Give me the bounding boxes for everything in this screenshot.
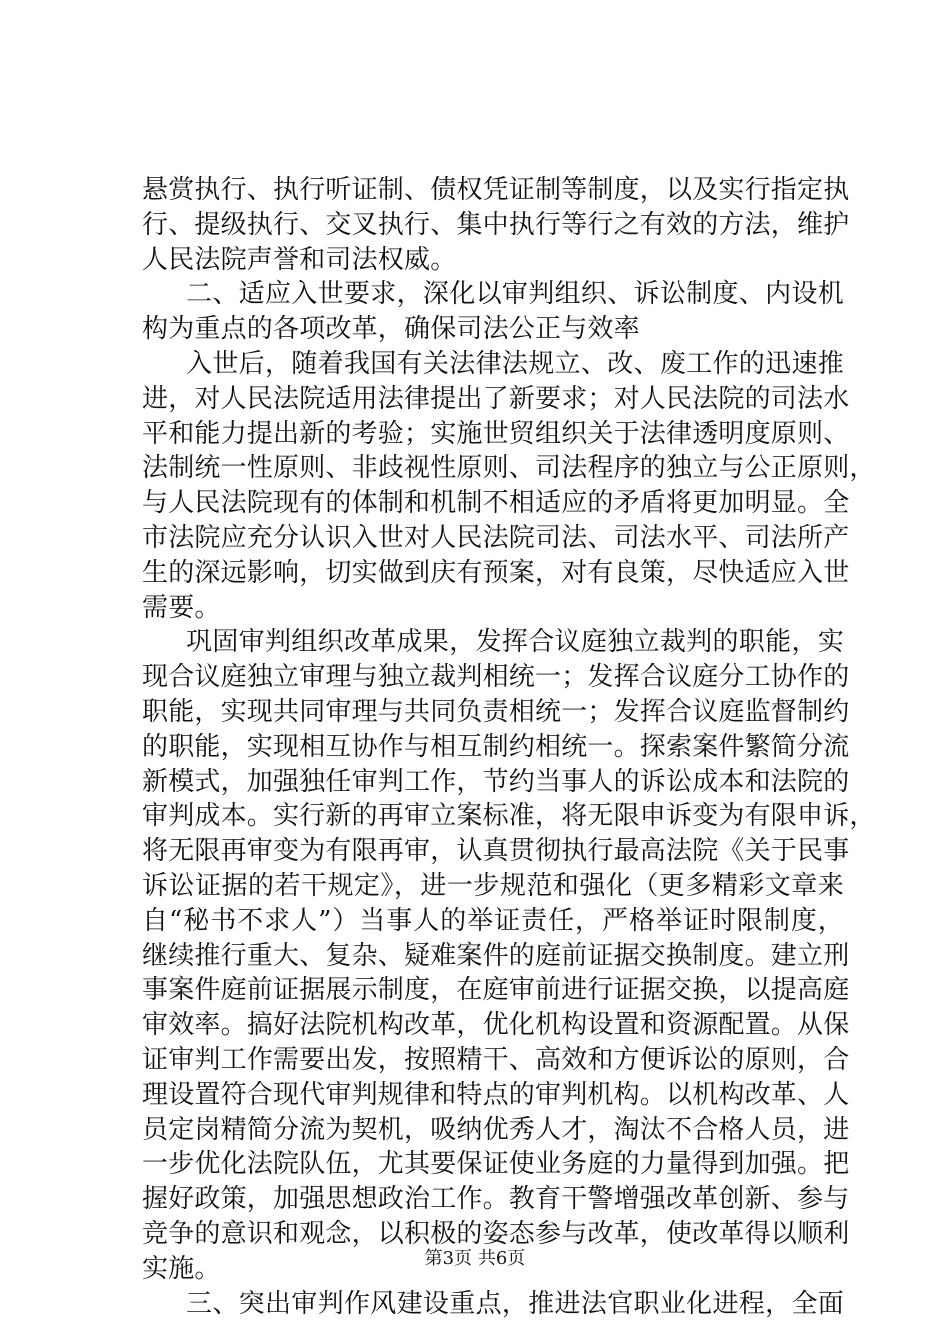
text-line: 竞争的意识和观念，以积极的姿态参与改革，使改革得以顺利	[142, 1218, 850, 1249]
text-line: 员定岗精简分流为契机，吸纳优秀人才，淘汰不合格人员，进	[142, 1114, 850, 1145]
text-line: 巩固审判组织改革成果，发挥合议庭独立裁判的职能，实	[186, 627, 844, 658]
text-line: 理设置符合现代审判规律和特点的审判机构。以机构改革、人	[142, 1079, 850, 1110]
text-line: 事案件庭前证据展示制度，在庭审前进行证据交换，以提高庭	[142, 975, 850, 1006]
text-line: 将无限再审变为有限再审，认真贯彻执行最高法院《关于民事	[142, 836, 850, 867]
text-line: 自“秘书不求人”）当事人的举证责任，严格举证时限制度，	[142, 905, 844, 936]
page-footer: 第3页 共6页	[424, 1248, 526, 1269]
text-line: 市法院应充分认识入世对人民法院司法、司法水平、司法所产	[142, 522, 850, 553]
text-line: 证审判工作需要出发，按照精干、高效和方便诉讼的原则，合	[142, 1044, 850, 1075]
text-line: 构为重点的各项改革，确保司法公正与效率	[142, 314, 640, 345]
text-line: 需要。	[142, 592, 221, 623]
text-line: 职能，实现共同审理与共同负责相统一；发挥合议庭监督制约	[142, 696, 850, 727]
text-line: 三、突出审判作风建设重点，推进法官职业化进程，全面	[186, 1288, 844, 1319]
text-line: 诉讼证据的若干规定》，进一步规范和强化（更多精彩文章来	[142, 870, 844, 901]
text-line: 法制统一性原则、非歧视性原则、司法程序的独立与公正原则，	[142, 453, 876, 484]
text-line: 生的深远影响，切实做到庆有预案，对有良策，尽快适应入世	[142, 557, 850, 588]
text-line: 悬赏执行、执行听证制、债权凭证制等制度，以及实行指定执	[142, 175, 850, 205]
text-line: 入世后，随着我国有关法律法规立、改、废工作的迅速推	[186, 348, 844, 379]
text-line: 继续推行重大、复杂、疑难案件的庭前证据交换制度。建立刑	[142, 940, 850, 971]
text-line: 实施。	[142, 1253, 221, 1284]
text-line: 平和能力提出新的考验；实施世贸组织关于法律透明度原则、	[142, 418, 850, 449]
text-line: 一步优化法院队伍，尤其要保证使业务庭的力量得到加强。把	[142, 1149, 850, 1180]
text-line: 二、适应入世要求，深化以审判组织、诉讼制度、内设机	[186, 279, 844, 310]
document-body	[142, 173, 876, 1321]
text-line: 行、提级执行、交叉执行、集中执行等行之有效的方法，维护	[142, 209, 850, 240]
text-line: 新模式，加强独任审判工作，节约当事人的诉讼成本和法院的	[142, 766, 850, 797]
text-line: 与人民法院现有的体制和机制不相适应的矛盾将更加明显。全	[142, 488, 850, 519]
text-line: 审效率。搞好法院机构改革，优化机构设置和资源配置。从保	[142, 1010, 850, 1041]
text-line: 审判成本。实行新的再审立案标准，将无限申诉变为有限申诉，	[142, 801, 876, 832]
text-line: 现合议庭独立审理与独立裁判相统一；发挥合议庭分工协作的	[142, 662, 850, 693]
text-line: 的职能，实现相互协作与相互制约相统一。探索案件繁简分流	[142, 731, 850, 762]
text-line: 人民法院声誉和司法权威。	[142, 244, 457, 275]
text-line: 握好政策，加强思想政治工作。教育干警增强改革创新、参与	[142, 1184, 850, 1215]
text-line: 进，对人民法院适用法律提出了新要求；对人民法院的司法水	[142, 383, 850, 414]
